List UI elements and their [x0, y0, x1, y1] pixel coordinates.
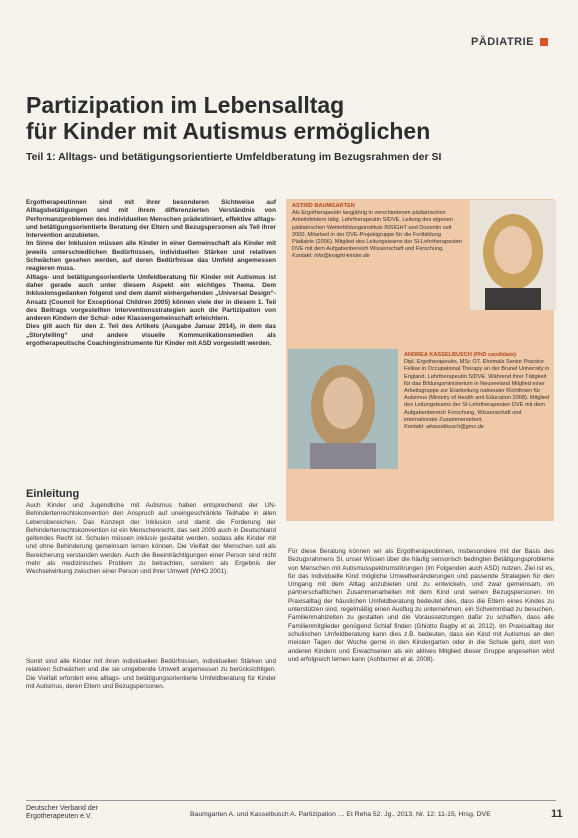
body-text-left-2: Somit sind alle Kinder mit ihren individuellen Bedürfnissen, individuellen Stärken und relativen Schwächen und die sie umgebende Umwelt angemessen zu berücksichtigen. Die Vielfalt erfordert eine alltags- und betätigungsorientierte Umfeldberatung für Kinder mit Autismus, deren Eltern und Bezugspersonen.	[26, 658, 276, 690]
author-bio-kasselbusch	[404, 352, 552, 431]
page-number: 11	[551, 808, 563, 820]
author-photo-baumgarten	[470, 200, 556, 310]
section-marker	[540, 38, 548, 46]
citation: Baumgarten A. und Kasselbusch A. Partizipation … Et Reha 52. Jg., 2013, Nr. 12: 11-15, Hrsg. DVE	[190, 811, 491, 818]
footer-divider	[26, 800, 556, 801]
author-name: ANDREA KASSELBUSCH (PhD candidate)	[404, 352, 516, 358]
publisher-line: Deutscher Verband der	[26, 805, 98, 812]
intro-paragraph: Ergotherapeutinnen sind mit ihrer besonderen Sichtweise auf Alltagsbetätigungen und mit ihrem differenzierten Verständnis von Performanzproblemen des individuellen Menschen prädestiniert, effektive alltags- und betätigungsorientierte Beratung der Eltern und Bezugspersonen als Teil ihrer Intervention anzubieten.	[26, 199, 276, 240]
section-label	[471, 36, 548, 48]
author-contact: Kontakt: info@insight-kinder.de	[292, 253, 370, 260]
author-bio-baumgarten	[292, 203, 464, 261]
title-line-2: für Kinder mit Autismus ermöglichen	[26, 118, 431, 144]
publisher-name	[26, 805, 98, 821]
article-title	[26, 92, 556, 144]
author-bio-text: Als Ergotherapeutin langjährig in verschiedenen pädiatrischen Arbeitsfeldern tätig. Lehrtherapeutin SIDVE. Leitung des eigenen pädiatrischen Weiterbildungsinstituts INSIGHT und Dozentin seit 2000. Mitarbeit in der DVE-Projektgruppe für die Fortbildung Pädiatrie (2006). Mitglied des Leitungsteams der SI-Lehrtherapeuten DVE mit dem Aufgabenbereich Wissenschaft und Forschung.	[292, 210, 463, 253]
section-heading: Einleitung	[26, 488, 80, 500]
author-bio-text: Dipl. Ergotherapeutin, MSc OT. Ehemals Senior Practice Fellow in Occupational Therapy an der Brunel University in England. Lehrtherapeutin SIDVE. Während ihrer Tätigkeit für das Bildungsministerium in Neuseeland Mitglied einer Arbeitsgruppe zur Erarbeitung nationaler Richtlinien für Autismus (Ministry of Health and Education 2008). Mitglied des Leitungsteams der SI-Lehrtherapeuten DVE mit dem Aufgabenbereich Forschung, Wissenschaft und internationale Zusammenarbeit.	[404, 359, 550, 423]
title-line-1: Partizipation im Lebensalltag	[26, 92, 345, 118]
body-text-right: Für diese Beratung können wir als Ergotherapeutinnen, insbesondere mit der Basis des Bezugsrahmens SI, unser Wissen über die häufig sensorisch bedingten Betätigungsprobleme von Menschen mit Autismusspektrumstörungen (im Folgenden auch ASD) nutzen. Ziel ist es, für das individuelle Kind mögliche Umweltveränderungen und passende Strategien für den Umgang mit dem Alltag anzubieten und zu entwickeln, und zwar gemeinsam, im partnerschaftlichen Zusammenarbeiten mit dem Kind und seinen Bezugspersonen. Im Praxisalltag der häuslichen Umfeldberatung bedeutet dies, dass die Eltern eines Kindes zu unterstützen sind, regelmäßig einen Ausflug zu unternehmen, ein Schwimmbad zu besuchen, Familienmahlzeiten zu gestalten und die Voraussetzungen dafür zu schaffen, dass alle Familienmitglieder genügend Schlaf finden (Ghiotto Bagby et al. 2012). Im Praxisalltag der schulischen Umfeldberatung kann dies z.B. bedeuten, dass ein Kind mit Autismus an den meisten Tagen der Woche gerne in den Kindergarten oder in die Schule geht, dort von anderen Kindern und Erwachsenen als ein aktives Mitglied dieser Gruppe angesehen wird und erfolgreich lernen kann (Ashburner et al. 2008).	[288, 548, 554, 663]
intro-paragraph: Dies gilt auch für den 2. Teil des Artikels (Ausgabe Januar 2014), in dem das „Storytelling“ und andere visuelle Kommunikationsmedien als ergotherapeutische Coachinginstrumente für Kinder mit ASD vorgestellt werden.	[26, 323, 276, 348]
section-name: PÄDIATRIE	[471, 36, 534, 48]
author-name: ASTRID BAUMGARTEN	[292, 203, 355, 209]
intro-paragraph: Im Sinne der Inklusion müssen alle Kinder in einer Gemeinschaft als Kinder mit jeweils unterschiedlichen Bedürfnissen, individuellen Stärken und relativen Schwächen gesehen werden, auf deren Bedürfnisse das Umfeld angemessen reagieren muss.	[26, 240, 276, 273]
publisher-line: Ergotherapeuten e.V.	[26, 813, 92, 820]
body-text-left-1: Auch Kinder und Jugendliche mit Autismus haben entsprechend der UN-Behindertenrechtskonvention den Anspruch auf uneingeschränkte Teilhabe in allen Lebensbereichen. Das Konzept der Inklusion und damit die Forderung der Behindertenrechtskonvention ist ein Menschenrecht, das seit 2009 auch in Deutschland geltendes Recht ist. Schulen müssen inklusiv gestaltet werden, sodass alle Kinder mit und ohne Behinderung gemeinsam lernen können. Die Vielfalt der Menschen soll als Bereicherung verstanden werden. Auch die Beeinträchtigungen einer Person sind nicht mehr als medizinisches Problem zu betrachten, sondern als Ergebnis der Wechselwirkung zwischen einer Person und ihrer Umwelt (WHO 2001).	[26, 502, 276, 576]
author-photo-kasselbusch	[288, 349, 398, 469]
intro-paragraph: Alltags- und betätigungsorientierte Umfeldberatung für Kinder mit Autismus ist daher gerade auch unter diesem Aspekt ein wichtiges Thema. Dem Inklusionsgedanken folgend und dem damit einhergehenden „Universal Design“-Ansatz (Council for Exceptional Children 2005) können viele der in diesem 1. Teil des Beitrags vorgestellten Interventionsstrategien auch die Partizipation von anderen Kindern der Schul- oder Klassengemeinschaft erleichtern.	[26, 273, 276, 323]
intro-text	[26, 199, 276, 348]
article-subtitle: Teil 1: Alltags- und betätigungsorientierte Umfeldberatung im Bezugsrahmen der SI	[26, 151, 442, 163]
author-contact: Kontakt: akasselbusch@gmx.de	[404, 424, 484, 431]
